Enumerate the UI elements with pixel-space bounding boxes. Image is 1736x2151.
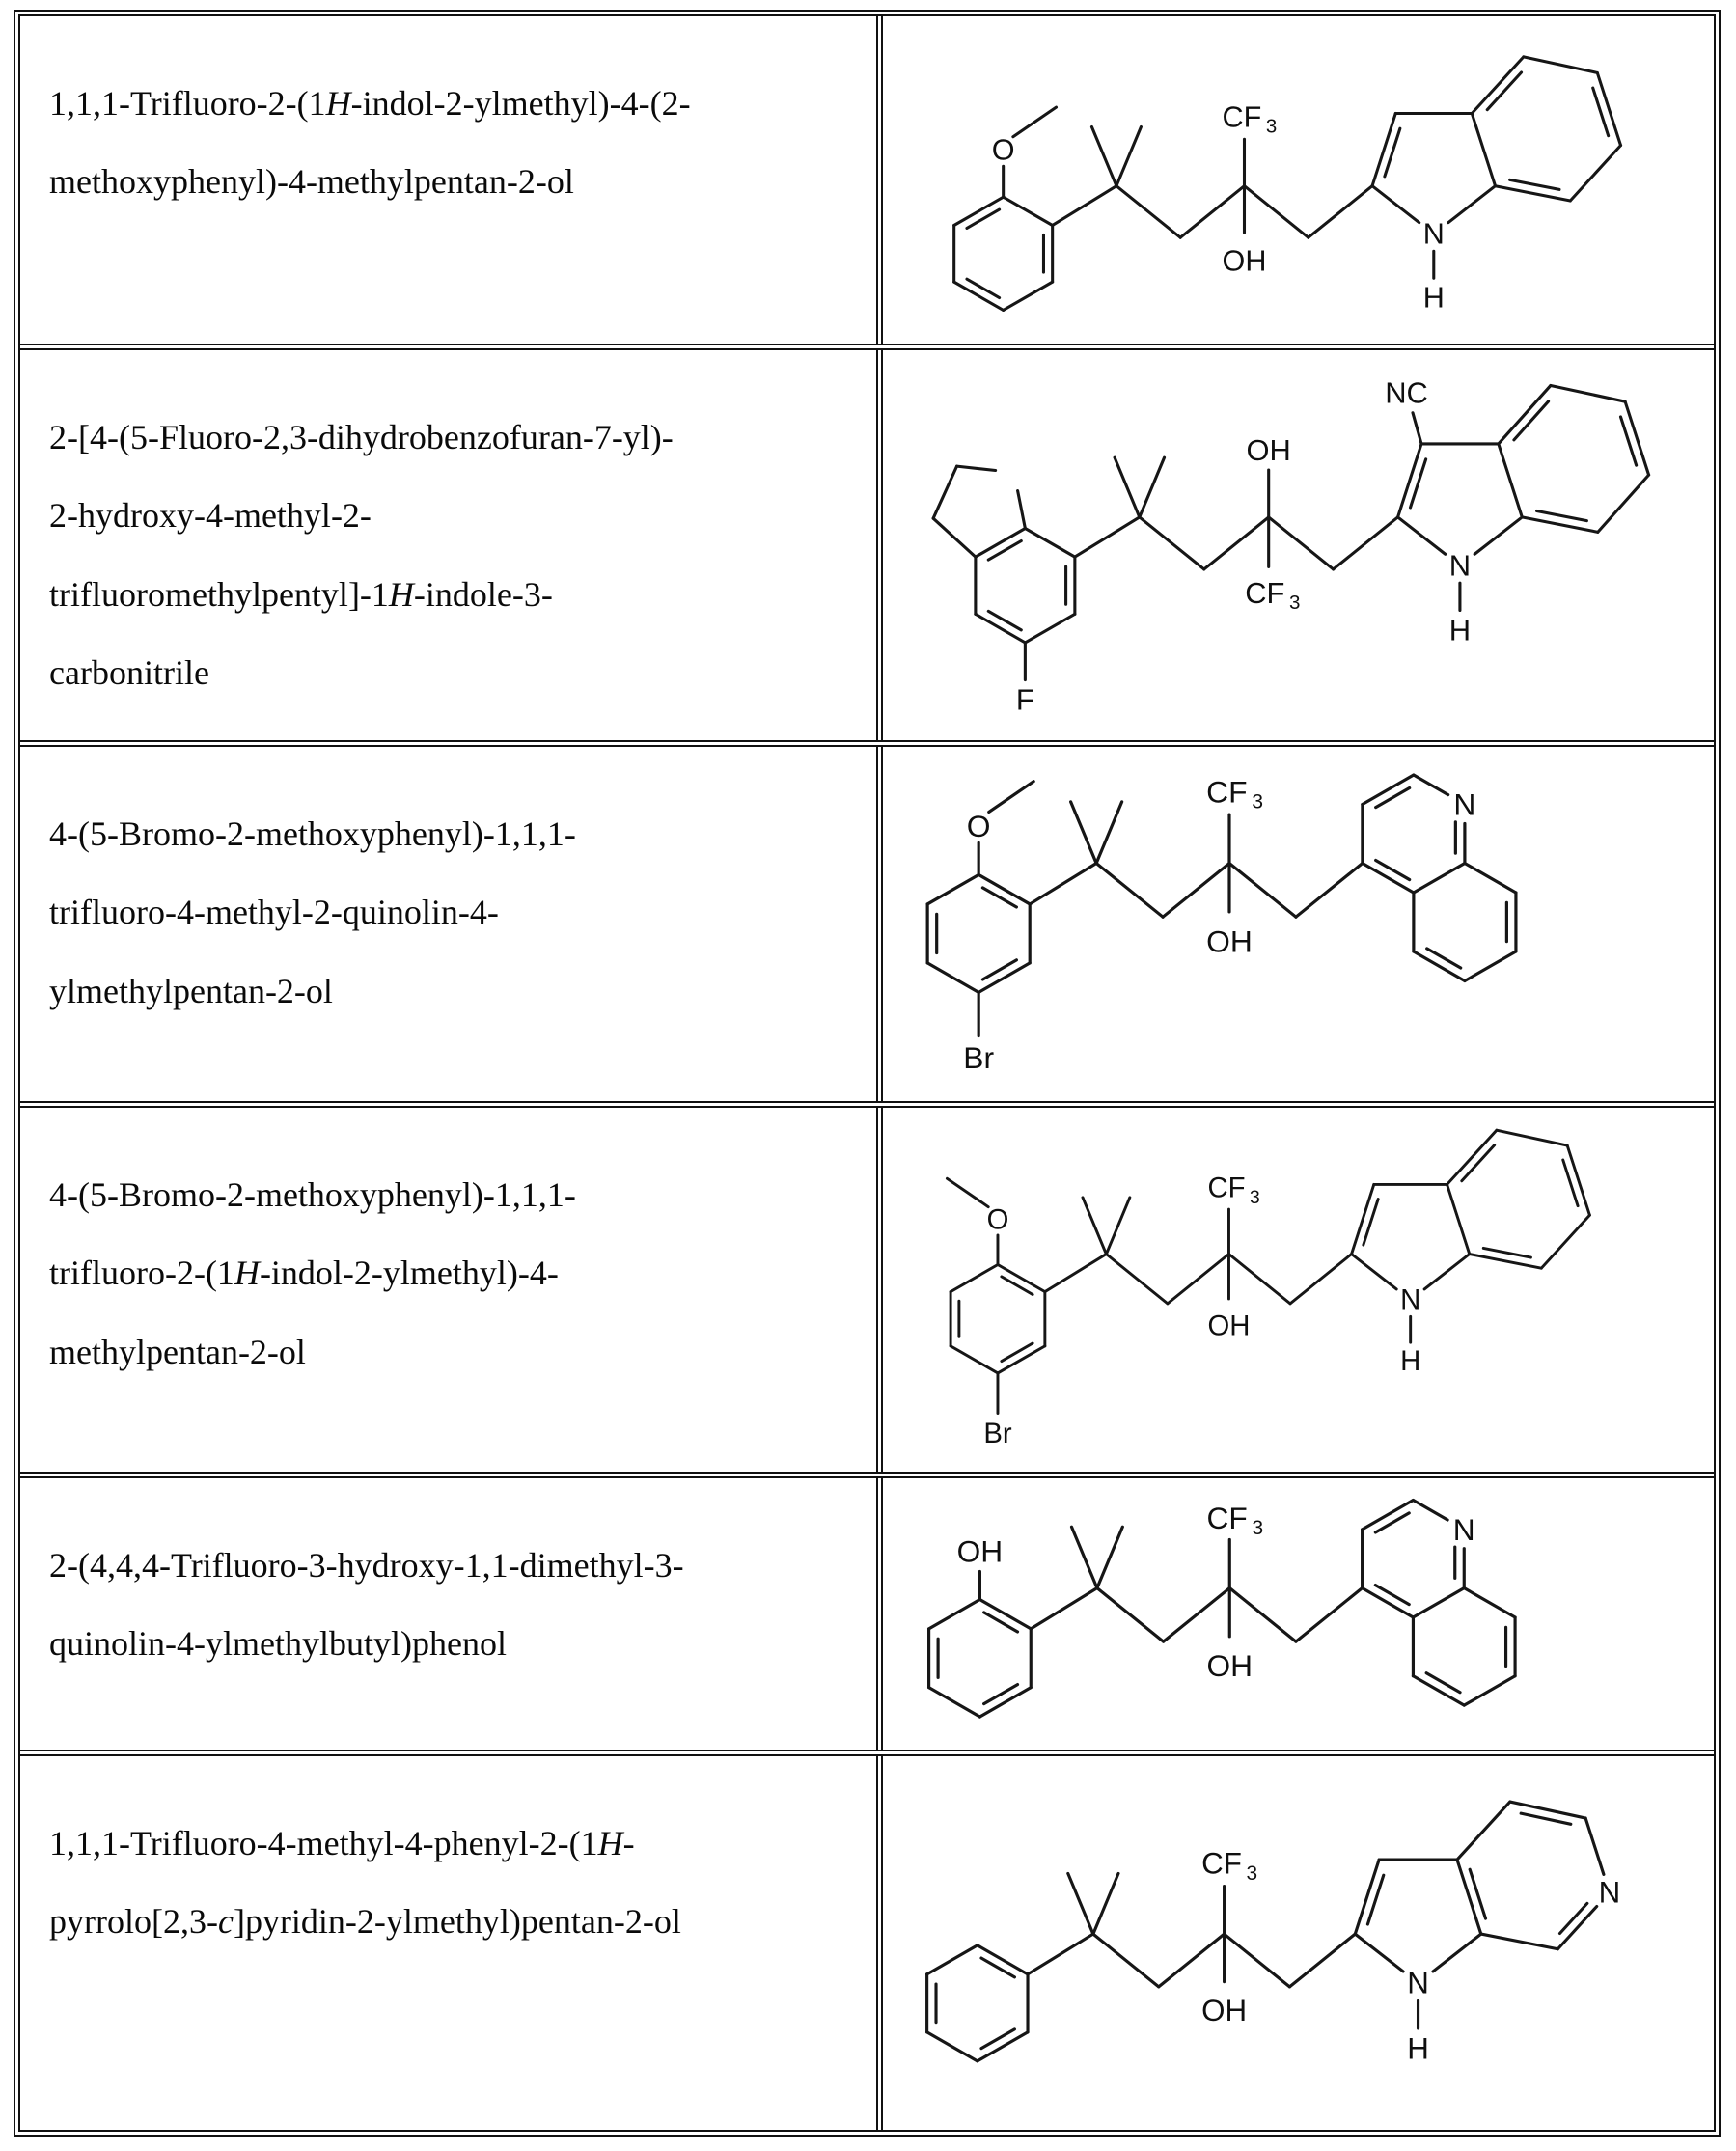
bond-line: [967, 279, 1000, 297]
compound-row: [20, 16, 1714, 350]
bond-line: [1457, 1802, 1510, 1860]
bond-line: [984, 1685, 1018, 1704]
bond-line: [1309, 186, 1372, 238]
bond-line: [1472, 114, 1495, 186]
bond-line: [1551, 386, 1625, 402]
compound-name-segment: H: [388, 574, 414, 614]
bond-line: [1499, 386, 1551, 445]
bond-line: [967, 209, 1000, 228]
bond-line: [1097, 1528, 1122, 1588]
bond-line: [1159, 1934, 1225, 1987]
bond-line: [1163, 864, 1229, 918]
atom-label: O: [966, 809, 991, 844]
bond-line: [982, 888, 1016, 907]
bond-line: [1413, 1588, 1464, 1617]
bond-line: [1097, 1588, 1164, 1641]
compound-name-line: [49, 556, 851, 634]
compound-name-segment: trifluoro-2-(1: [49, 1254, 234, 1293]
bond-line: [1375, 1586, 1409, 1605]
atom-label: CF: [1201, 1846, 1242, 1881]
bond-line: [1296, 1588, 1363, 1641]
bond-line: [1483, 1249, 1530, 1258]
atom-label: H: [1448, 613, 1472, 648]
compound-name-segment: 1,1,1-Trifluoro-4-methyl-4-phenyl-2-(1: [49, 1824, 598, 1862]
atom-label: 3: [1288, 592, 1301, 615]
chemical-structure-drawing: [896, 758, 1701, 1090]
atom-label: H: [1422, 281, 1445, 315]
bond-line: [1472, 57, 1524, 114]
atom-label: N: [1598, 1875, 1621, 1910]
compound-name-segment: quinolin-4-ylmethylbutyl)phenol: [49, 1624, 507, 1664]
bond-line: [1083, 1198, 1106, 1255]
bond-line: [981, 2028, 1014, 2048]
bond-line: [1414, 864, 1465, 893]
compound-name-segment: methoxyphenyl)-4-methylpentan-2-ol: [49, 162, 574, 202]
compound-name-line: [49, 1313, 851, 1392]
atom-label: N: [1453, 786, 1476, 822]
bond-line: [1116, 186, 1180, 238]
bond-line: [1017, 491, 1025, 529]
bond-line: [1031, 1588, 1097, 1629]
bond-line: [1091, 127, 1116, 186]
compound-name-segment: pyrrolo[2,3-: [49, 1902, 218, 1942]
compound-name-segment: carbonitrile: [49, 653, 209, 693]
atom-label: 3: [1265, 116, 1278, 138]
structure-cell: [883, 1108, 1714, 1472]
compound-name-cell: [20, 1478, 883, 1750]
atom-label: CF: [1206, 1501, 1248, 1536]
bond-line: [1474, 517, 1522, 554]
compound-name-cell: [20, 747, 883, 1101]
bond-line: [1045, 1255, 1107, 1292]
compound-name-line: [49, 1883, 851, 1961]
atom-label: OH: [1206, 924, 1253, 959]
compound-name-line: [49, 795, 851, 873]
bond-line: [1448, 186, 1496, 223]
chemical-structure-drawing: [896, 1768, 1701, 2119]
bond-line: [1413, 413, 1421, 444]
atom-label: NC: [1385, 375, 1428, 410]
chemical-structure-drawing: [896, 362, 1701, 729]
bond-line: [982, 960, 1016, 979]
bond-line: [1413, 1501, 1447, 1521]
compound-name-segment: -indol-2-ylmethyl)-4-(2-: [350, 84, 691, 123]
bond-line: [1541, 1216, 1589, 1269]
bond-line: [1598, 475, 1649, 532]
compound-name-cell: [20, 350, 883, 740]
bond-line: [1570, 146, 1620, 201]
atom-label: Br: [963, 1040, 994, 1076]
bond-line: [1433, 1934, 1481, 1972]
atom-label: CF: [1207, 1172, 1246, 1204]
bond-line: [1030, 864, 1096, 904]
bond-line: [1414, 775, 1448, 795]
bond-line: [1536, 511, 1586, 521]
bond-line: [1075, 517, 1140, 557]
bond-line: [1002, 1343, 1033, 1362]
structure-cell: [883, 16, 1714, 344]
bond-line: [1093, 1873, 1118, 1934]
atom-label: OH: [1207, 1310, 1251, 1342]
bond-line: [1004, 197, 1053, 225]
compound-name-cell: [20, 1756, 883, 2130]
atom-label: O: [986, 1203, 1009, 1236]
bond-line: [1229, 1588, 1296, 1641]
bond-line: [1096, 802, 1122, 864]
bond-line: [1228, 1255, 1290, 1304]
bond-line: [1521, 1813, 1571, 1824]
chemical-structure-drawing: [896, 1486, 1701, 1741]
compound-row: [20, 1756, 1714, 2130]
atom-label: 3: [1252, 790, 1263, 814]
bond-line: [1028, 1934, 1093, 1974]
compound-name-segment: methylpentan-2-ol: [49, 1332, 306, 1371]
bond-line: [1376, 788, 1410, 808]
compound-name-segment: -: [622, 1824, 635, 1862]
bond-line: [1106, 1255, 1168, 1304]
compound-name-segment: trifluoro-4-methyl-2-quinolin-4-: [49, 893, 499, 932]
bond-line: [1244, 186, 1308, 238]
bond-line: [1068, 1873, 1093, 1934]
bond-line: [1447, 1131, 1496, 1185]
atom-label: H: [1400, 1345, 1421, 1378]
bond-line: [927, 2031, 978, 2060]
bond-line: [1334, 517, 1398, 569]
bond-line: [947, 1179, 988, 1207]
bond-line: [1465, 864, 1516, 893]
compound-name-segment: H: [234, 1254, 260, 1293]
bond-line: [1464, 1676, 1515, 1705]
atom-label: N: [1452, 1512, 1475, 1548]
bond-line: [1004, 282, 1053, 310]
bond-line: [1465, 951, 1516, 980]
bond-line: [1289, 1934, 1355, 1987]
bond-line: [1225, 1934, 1290, 1987]
bond-line: [927, 874, 978, 903]
compound-row: [20, 1108, 1714, 1478]
compound-name-segment: 2-[4-(5-Fluoro-2,3-dihydrobenzofuran-7-yl)-: [49, 418, 674, 456]
chemical-structure-drawing: [896, 26, 1701, 334]
bond-line: [1180, 186, 1244, 238]
atom-label: N: [1407, 1966, 1429, 2000]
bond-line: [1447, 1185, 1469, 1255]
bond-line: [1115, 457, 1140, 517]
atom-label: N: [1400, 1283, 1421, 1316]
bond-line: [927, 1944, 978, 1973]
bond-line: [1290, 1255, 1352, 1304]
bond-line: [1424, 1255, 1470, 1289]
atom-label: 3: [1249, 1187, 1260, 1209]
bond-line: [1559, 1903, 1586, 1933]
compound-name-line: [49, 634, 851, 712]
bond-line: [1002, 1277, 1033, 1295]
compound-name-line: [49, 1527, 851, 1605]
compound-name-line: [49, 143, 851, 221]
bond-line: [1355, 1934, 1403, 1972]
compound-name-line: [49, 65, 851, 143]
bond-line: [933, 518, 976, 557]
bond-line: [1106, 1198, 1129, 1255]
chemical-structure-drawing: [896, 1118, 1701, 1460]
bond-line: [951, 1346, 998, 1373]
bond-line: [1053, 186, 1116, 226]
compound-row: [20, 747, 1714, 1108]
bond-line: [951, 1265, 998, 1292]
atom-label: N: [1422, 217, 1445, 251]
atom-label: OH: [1222, 244, 1267, 278]
bond-line: [1351, 1255, 1396, 1289]
atom-label: N: [1448, 548, 1472, 583]
compound-name-segment: c: [217, 1902, 234, 1942]
bond-line: [933, 466, 956, 518]
bond-line: [1116, 127, 1141, 186]
structure-cell: [883, 747, 1714, 1101]
bond-line: [981, 1958, 1014, 1977]
compound-name-line: [49, 1234, 851, 1312]
atom-label: CF: [1206, 774, 1248, 810]
bond-line: [1204, 517, 1269, 569]
compound-name-segment: H: [325, 84, 351, 123]
bond-line: [1464, 1588, 1515, 1617]
bond-line: [929, 1600, 980, 1629]
bond-line: [929, 1688, 980, 1717]
bond-line: [1585, 1818, 1604, 1874]
atom-label: H: [1407, 2030, 1429, 2065]
bond-line: [1071, 802, 1097, 864]
compound-name-segment: trifluoromethylpentyl]-1: [49, 574, 389, 614]
compound-name-segment: 2-hydroxy-4-methyl-2-: [49, 496, 372, 536]
compound-name-line: [49, 399, 851, 477]
bond-line: [1164, 1588, 1230, 1641]
bond-line: [956, 466, 995, 470]
compound-name-line: [49, 873, 851, 951]
bond-line: [1168, 1255, 1229, 1304]
atom-label: F: [1015, 682, 1034, 717]
bond-line: [1499, 444, 1522, 517]
atom-label: OH: [956, 1533, 1004, 1569]
compound-name-segment: H: [597, 1824, 623, 1862]
bond-line: [1375, 1513, 1409, 1532]
bond-line: [1372, 186, 1419, 223]
atom-label: OH: [1246, 433, 1291, 468]
atom-label: Br: [983, 1418, 1012, 1450]
bond-line: [1296, 864, 1363, 918]
compound-name-line: [49, 1805, 851, 1883]
bond-line: [1025, 529, 1074, 558]
atom-label: 3: [1246, 1861, 1258, 1885]
bond-line: [1376, 860, 1410, 879]
compound-name-line: [49, 477, 851, 555]
atom-label: OH: [1201, 1993, 1247, 2027]
compound-name-segment: ylmethylpentan-2-ol: [49, 971, 333, 1010]
bond-line: [1140, 457, 1165, 517]
bond-line: [989, 782, 1033, 813]
bond-line: [1397, 517, 1445, 554]
bond-line: [1025, 614, 1074, 643]
bond-line: [1426, 1673, 1460, 1693]
compound-name-cell: [20, 16, 883, 344]
compound-name-segment: 4-(5-Bromo-2-methoxyphenyl)-1,1,1-: [49, 1175, 576, 1214]
compound-row: [20, 350, 1714, 747]
atom-label: 3: [1252, 1517, 1264, 1540]
structure-cell: [883, 1478, 1714, 1750]
compound-row: [20, 1478, 1714, 1756]
bond-line: [984, 1613, 1018, 1632]
compound-name-line: [49, 1605, 851, 1683]
compound-name-segment: 1,1,1-Trifluoro-2-(1: [49, 84, 326, 123]
compound-name-cell: [20, 1108, 883, 1472]
atom-label: CF: [1245, 576, 1285, 611]
bond-line: [1093, 1934, 1159, 1987]
bond-line: [927, 963, 978, 992]
bond-line: [1510, 179, 1559, 189]
compound-name-segment: 2-(4,4,4-Trifluoro-3-hydroxy-1,1-dimethyl-3-: [49, 1546, 684, 1585]
compound-name-segment: -indole-3-: [413, 574, 553, 614]
bond-line: [1427, 949, 1461, 968]
bond-line: [1497, 1131, 1567, 1146]
atom-label: OH: [1206, 1648, 1253, 1684]
bond-line: [1481, 1934, 1558, 1949]
structure-cell: [883, 350, 1714, 740]
bond-line: [1524, 57, 1597, 73]
compound-table: [14, 10, 1721, 2137]
compound-name-segment: -indol-2-ylmethyl)-4-: [259, 1254, 559, 1293]
compound-name-segment: 4-(5-Bromo-2-methoxyphenyl)-1,1,1-: [49, 814, 576, 853]
structure-cell: [883, 1756, 1714, 2130]
compound-name-line: [49, 952, 851, 1031]
bond-line: [1140, 517, 1204, 569]
bond-line: [1510, 1802, 1585, 1818]
atom-label: CF: [1222, 100, 1262, 134]
atom-label: O: [991, 133, 1015, 167]
bond-line: [1096, 864, 1163, 918]
bond-line: [988, 611, 1021, 630]
bond-line: [1229, 864, 1296, 918]
bond-line: [1269, 517, 1334, 569]
bond-line: [1071, 1528, 1096, 1588]
bond-line: [1013, 107, 1057, 137]
compound-name-line: [49, 1156, 851, 1234]
bond-line: [988, 541, 1021, 561]
compound-name-segment: ]pyridin-2-ylmethyl)pentan-2-ol: [233, 1902, 681, 1942]
